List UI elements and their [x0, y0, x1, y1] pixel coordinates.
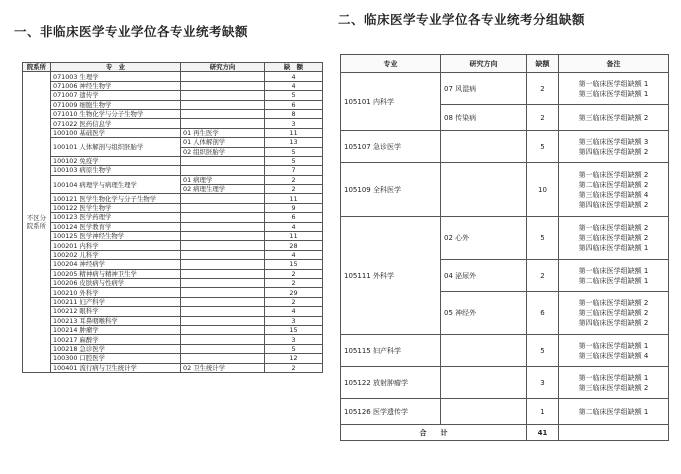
major-cell: 105101 内科学: [341, 73, 441, 131]
note-line: 第三临床医学组缺额 4: [578, 351, 649, 360]
major-cell: 105107 急诊医学: [341, 131, 441, 163]
note-line: 第一临床医学组缺额 1: [578, 79, 649, 88]
note-line: 第四临床医学组缺额 2: [578, 319, 649, 327]
major-cell: 100214 肿瘤学: [51, 325, 181, 334]
table-row: [23, 344, 323, 353]
vacancy-cell: 11: [265, 232, 323, 241]
table-row: [23, 260, 323, 269]
notes-cell: [559, 292, 669, 335]
vacancy-cell: 2: [265, 297, 323, 306]
note-line: 第四临床医学组缺额 2: [578, 147, 649, 156]
table-row: [23, 203, 323, 212]
direction-cell: 04 泌尿外: [441, 260, 527, 292]
table-row: [23, 222, 323, 231]
table-row: [23, 316, 323, 325]
table-row: [23, 81, 323, 90]
major-cell: 071007 遗传学: [51, 91, 181, 100]
major-cell: 100401 流行病与卫生统计学: [51, 363, 181, 372]
direction-cell: [181, 288, 265, 297]
table-row: [23, 297, 323, 306]
notes-cell: [559, 105, 669, 131]
direction-cell: 05 神经外: [441, 292, 527, 335]
major-cell: 105111 外科学: [341, 217, 441, 335]
table-row: [341, 131, 669, 163]
note-line: 第四临床医学组缺额 2: [578, 200, 649, 209]
vacancy-cell: 2: [527, 260, 559, 292]
table-row: [23, 109, 323, 118]
direction-cell: [181, 91, 265, 100]
major-cell: 100100 基础医学: [51, 128, 181, 137]
table-row: [23, 194, 323, 203]
vacancy-cell: 4: [265, 307, 323, 316]
direction-cell: [441, 367, 527, 399]
direction-cell: [441, 335, 527, 367]
direction-cell: [181, 307, 265, 316]
major-cell: 100122 医学生物学: [51, 203, 181, 212]
major-cell: 100121 医学生物化学与分子生物学: [51, 194, 181, 203]
direction-cell: [181, 222, 265, 231]
direction-cell: [181, 297, 265, 306]
major-cell: 105126 医学遗传学: [341, 399, 441, 425]
major-cell: 105122 放射肿瘤学: [341, 367, 441, 399]
direction-cell: [181, 194, 265, 203]
table-row: [23, 363, 323, 372]
table-row: [23, 213, 323, 222]
direction-cell: 02 心外: [441, 217, 527, 260]
vacancy-cell: 28: [265, 241, 323, 250]
major-cell: 100211 妇产科学: [51, 297, 181, 306]
direction-cell: [181, 316, 265, 325]
direction-cell: [181, 166, 265, 175]
vacancy-cell: 2: [265, 278, 323, 287]
table-row: [23, 232, 323, 241]
direction-cell: [181, 119, 265, 128]
direction-cell: [181, 100, 265, 109]
column-header: 研究方向: [181, 63, 265, 72]
major-cell: 100202 儿科学: [51, 250, 181, 259]
major-cell: 100300 口腔医学: [51, 354, 181, 363]
notes-cell: [559, 399, 669, 425]
vacancy-cell: 29: [265, 288, 323, 297]
direction-cell: [441, 131, 527, 163]
vacancy-cell: 6: [265, 213, 323, 222]
direction-cell: [441, 399, 527, 425]
major-cell: 100204 神经病学: [51, 260, 181, 269]
note-line: 第三临床医学组缺额 2: [578, 383, 649, 392]
major-cell: 100218 急诊医学: [51, 344, 181, 353]
direction-cell: [181, 344, 265, 353]
major-cell: 071003 生理学: [51, 72, 181, 81]
table-row: [23, 241, 323, 250]
table-row: [23, 91, 323, 100]
major-cell: 100201 内科学: [51, 241, 181, 250]
vacancy-cell: 4: [265, 222, 323, 231]
clinical-table: [340, 54, 669, 441]
note-line: 第三临床医学组缺额 1: [578, 89, 649, 98]
vacancy-cell: 13: [265, 138, 323, 147]
table-row: [23, 278, 323, 287]
vacancy-cell: 10: [527, 163, 559, 217]
direction-cell: 01 人体解剖学: [181, 138, 265, 147]
note-line: 第一临床医学组缺额 1: [578, 373, 649, 382]
vacancy-cell: 1: [527, 399, 559, 425]
direction-cell: 01 再生医学: [181, 128, 265, 137]
major-cell: 071022 医药信息学: [51, 119, 181, 128]
column-header: 专 业: [51, 63, 181, 72]
vacancy-cell: 5: [527, 335, 559, 367]
note-line: 第二临床医学组缺额 1: [578, 407, 649, 416]
non-clinical-table: [22, 62, 323, 373]
note-line: 第四临床医学组缺额 1: [578, 244, 649, 252]
note-line: 第三临床医学组缺额 2: [578, 113, 649, 122]
table-row: [23, 335, 323, 344]
notes-cell: [559, 217, 669, 260]
vacancy-cell: 6: [527, 292, 559, 335]
note-line: 第一临床医学组缺额 2: [578, 224, 649, 232]
note-line: 第三临床医学组缺额 2: [578, 309, 649, 317]
vacancy-cell: 6: [265, 100, 323, 109]
major-cell: 105115 妇产科学: [341, 335, 441, 367]
vacancy-cell: 2: [265, 185, 323, 194]
table-row: [341, 73, 669, 105]
vacancy-cell: 11: [265, 194, 323, 203]
major-cell: 071010 生物化学与分子生物学: [51, 109, 181, 118]
vacancy-cell: 3: [265, 119, 323, 128]
table-row: [341, 163, 669, 217]
major-cell: 100213 耳鼻咽喉科学: [51, 316, 181, 325]
direction-cell: [181, 269, 265, 278]
major-cell: 100206 皮肤病与性病学: [51, 278, 181, 287]
table-row: [341, 217, 669, 260]
table-header-row: [23, 63, 323, 72]
vacancy-cell: 15: [265, 260, 323, 269]
table-row: [23, 166, 323, 175]
notes-cell: [559, 73, 669, 105]
major-cell: 100104 病理学与病理生理学: [51, 175, 181, 194]
direction-cell: 02 卫生统计学: [181, 363, 265, 372]
vacancy-cell: 2: [527, 105, 559, 131]
note-line: 第一临床医学组缺额 1: [578, 341, 649, 350]
vacancy-cell: 5: [527, 131, 559, 163]
major-cell: 100101 人体解剖与组织胚胎学: [51, 138, 181, 157]
table-header-row: [341, 55, 669, 73]
table-row: [23, 325, 323, 334]
major-cell: 100123 医学药理学: [51, 213, 181, 222]
direction-cell: [181, 72, 265, 81]
vacancy-cell: 12: [265, 354, 323, 363]
vacancy-cell: 4: [265, 250, 323, 259]
right-heading: 二、临床医学专业学位各专业统考分组缺额: [338, 12, 586, 27]
vacancy-cell: 5: [265, 344, 323, 353]
vacancy-cell: 5: [265, 91, 323, 100]
major-cell: 100205 精神病与精神卫生学: [51, 269, 181, 278]
column-header: 缺额: [527, 55, 559, 73]
vacancy-cell: 4: [265, 81, 323, 90]
direction-cell: [181, 156, 265, 165]
column-header: 研究方向: [441, 55, 527, 73]
table-row: [23, 100, 323, 109]
total-label: 合 计: [341, 425, 527, 441]
notes-cell: [559, 131, 669, 163]
total-value: 41: [527, 425, 559, 441]
major-cell: 071006 神经生物学: [51, 81, 181, 90]
notes-cell: [559, 367, 669, 399]
note-line: 第一临床医学组缺额 2: [578, 299, 649, 307]
vacancy-cell: 2: [265, 363, 323, 372]
column-header: 缺 额: [265, 63, 323, 72]
table-row: [23, 354, 323, 363]
direction-cell: [181, 81, 265, 90]
note-line: 第三临床医学组缺额 4: [578, 190, 649, 199]
major-cell: 100217 麻醉学: [51, 335, 181, 344]
major-cell: 100103 病原生物学: [51, 166, 181, 175]
table-row: [23, 138, 323, 147]
vacancy-cell: 2: [527, 73, 559, 105]
major-cell: 100212 眼科学: [51, 307, 181, 316]
major-cell: 071009 细胞生物学: [51, 100, 181, 109]
direction-cell: [441, 163, 527, 217]
dept-cell: 不区分院系所: [23, 72, 51, 373]
major-cell: 100210 外科学: [51, 288, 181, 297]
direction-cell: 07 风湿病: [441, 73, 527, 105]
vacancy-cell: 5: [527, 217, 559, 260]
direction-cell: 02 病理生理学: [181, 185, 265, 194]
vacancy-cell: 15: [265, 325, 323, 334]
notes-cell: [559, 163, 669, 217]
direction-cell: [181, 203, 265, 212]
direction-cell: [181, 335, 265, 344]
direction-cell: [181, 250, 265, 259]
major-cell: 100125 医学神经生物学: [51, 232, 181, 241]
note-line: 第二临床医学组缺额 1: [578, 276, 649, 285]
major-cell: 105109 全科医学: [341, 163, 441, 217]
note-line: 第一临床医学组缺额 1: [578, 266, 649, 275]
major-cell: 100124 医学教育学: [51, 222, 181, 231]
table-row: [341, 335, 669, 367]
table-row: [23, 307, 323, 316]
vacancy-cell: 8: [265, 109, 323, 118]
column-header: 专业: [341, 55, 441, 73]
notes-cell: [559, 335, 669, 367]
direction-cell: [181, 241, 265, 250]
left-heading: 一、非临床医学专业学位各专业统考缺额: [14, 24, 249, 39]
vacancy-cell: 4: [265, 72, 323, 81]
direction-cell: [181, 278, 265, 287]
vacancy-cell: 3: [527, 367, 559, 399]
table-row: [23, 288, 323, 297]
table-row: [23, 128, 323, 137]
direction-cell: [181, 354, 265, 363]
column-header: 院系所: [23, 63, 51, 72]
note-line: 第三临床医学组缺额 3: [578, 137, 649, 146]
note-line: 第三临床医学组缺额 2: [578, 234, 649, 242]
direction-cell: [181, 232, 265, 241]
direction-cell: [181, 325, 265, 334]
direction-cell: 01 病理学: [181, 175, 265, 184]
table-row: [23, 269, 323, 278]
direction-cell: 02 组织胚胎学: [181, 147, 265, 156]
direction-cell: [181, 109, 265, 118]
vacancy-cell: 3: [265, 316, 323, 325]
vacancy-cell: 5: [265, 147, 323, 156]
notes-cell: [559, 260, 669, 292]
vacancy-cell: 11: [265, 128, 323, 137]
vacancy-cell: 7: [265, 166, 323, 175]
vacancy-cell: 2: [265, 269, 323, 278]
note-line: 第二临床医学组缺额 2: [578, 180, 649, 189]
direction-cell: [181, 213, 265, 222]
table-row: [23, 175, 323, 184]
table-row: [23, 72, 323, 81]
total-row: [341, 425, 669, 441]
vacancy-cell: 5: [265, 156, 323, 165]
table-row: [23, 250, 323, 259]
vacancy-cell: 2: [265, 175, 323, 184]
total-notes-cell: [559, 425, 669, 441]
note-line: 第一临床医学组缺额 2: [578, 170, 649, 179]
vacancy-cell: 9: [265, 203, 323, 212]
direction-cell: [181, 260, 265, 269]
vacancy-cell: 3: [265, 335, 323, 344]
direction-cell: 08 传染病: [441, 105, 527, 131]
major-cell: 100102 免疫学: [51, 156, 181, 165]
table-row: [341, 367, 669, 399]
table-row: [23, 156, 323, 165]
table-row: [341, 399, 669, 425]
table-row: [23, 119, 323, 128]
column-header: 备注: [559, 55, 669, 73]
